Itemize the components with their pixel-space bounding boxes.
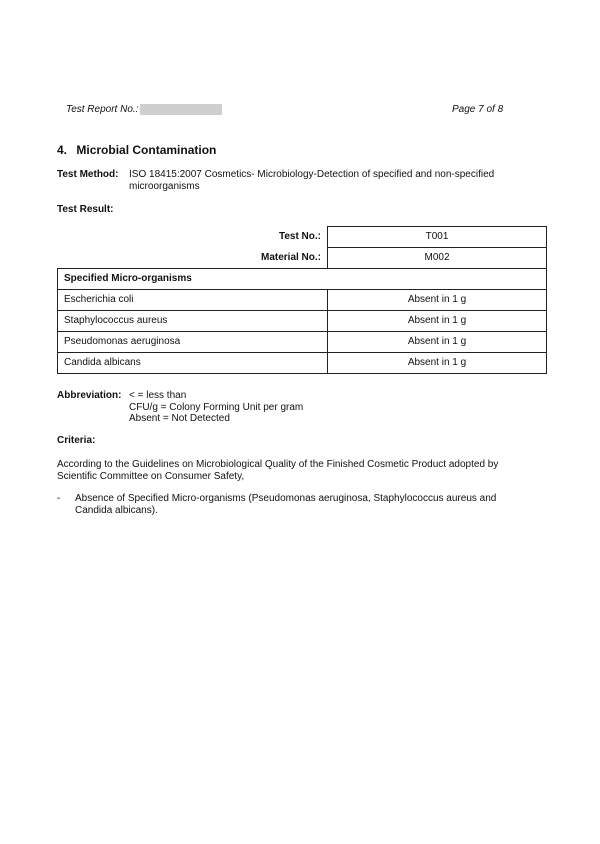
section-heading — [57, 143, 216, 157]
bullet-marker: - — [57, 493, 61, 504]
redacted-report-number — [140, 104, 222, 115]
material-number-row — [58, 248, 547, 269]
criteria-line: According to the Guidelines on Microbiological Quality of the Finished Cosmetic Product adopted by — [57, 459, 499, 470]
test-number-label: Test No.: — [278, 231, 321, 242]
abbreviation-item: < = less than — [129, 390, 187, 401]
specified-micro-organisms-header: Specified Micro-organisms — [58, 269, 547, 290]
abbreviation-list — [129, 390, 303, 425]
organism-result: Absent in 1 g — [328, 290, 547, 311]
criteria-line: Scientific Committee on Consumer Safety, — [57, 470, 245, 482]
test-number-value: T001 — [328, 227, 547, 248]
organism-name: Candida albicans — [58, 353, 328, 374]
organism-name: Pseudomonas aeruginosa — [58, 332, 328, 353]
report-number-header — [66, 104, 222, 115]
section-header-row — [58, 269, 547, 290]
abbreviation-item: CFU/g = Colony Forming Unit per gram — [129, 401, 304, 413]
organism-result: Absent in 1 g — [328, 311, 547, 332]
material-number-label: Material No.: — [260, 251, 321, 263]
test-method-line: ISO 18415:2007 Cosmetics- Microbiology-Detection of specified and non-specified — [129, 169, 495, 180]
results-table — [57, 226, 547, 374]
test-number-row — [58, 227, 547, 248]
page-number: Page 7 of 8 — [452, 104, 504, 115]
criteria-bullet-line: Candida albicans). — [75, 504, 158, 516]
section-title: Microbial Contamination — [76, 143, 217, 157]
criteria-paragraph — [57, 459, 498, 482]
organism-result: Absent in 1 g — [328, 353, 547, 374]
criteria-label: Criteria: — [57, 435, 96, 446]
table-row — [58, 290, 547, 311]
test-method-line: microorganisms — [129, 180, 200, 192]
organism-result: Absent in 1 g — [328, 332, 547, 353]
table-row — [58, 353, 547, 374]
report-number-label: Test Report No.: — [66, 104, 139, 116]
test-method-text — [129, 169, 494, 192]
test-method-label: Test Method: — [57, 169, 119, 180]
material-number-value: M002 — [328, 248, 547, 269]
test-result-label: Test Result: — [57, 204, 114, 215]
abbreviation-item: Absent = Not Detected — [129, 413, 230, 424]
table-row — [58, 311, 547, 332]
organism-name: Staphylococcus aureus — [58, 311, 328, 332]
table-row — [58, 332, 547, 353]
criteria-bullet-text — [75, 493, 496, 516]
organism-name: Escherichia coli — [58, 290, 328, 311]
abbreviation-label: Abbreviation: — [57, 390, 122, 401]
section-number: 4. — [57, 143, 68, 157]
criteria-bullet-line: Absence of Specified Micro-organisms (Pseudomonas aeruginosa, Staphylococcus aureus and — [75, 493, 497, 504]
